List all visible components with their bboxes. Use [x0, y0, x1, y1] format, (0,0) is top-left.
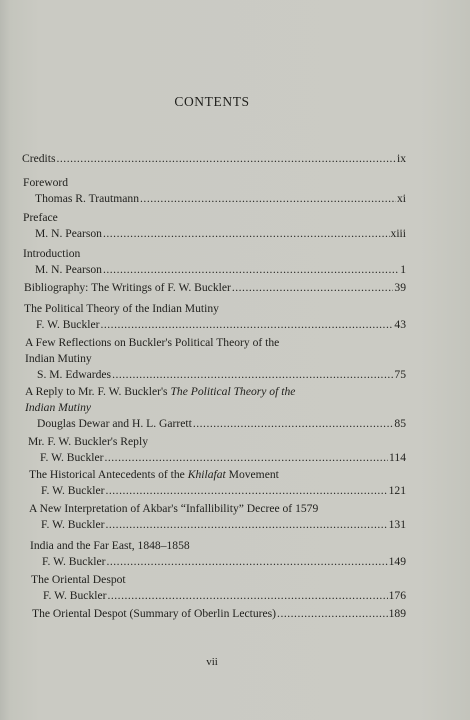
entry-title: Credits: [22, 152, 56, 165]
entry-title-line2: Indian Mutiny: [25, 401, 92, 414]
leader-dots: [140, 191, 396, 207]
entry-title: The Oriental Despot (Summary of Oberlin Lectures): [32, 607, 277, 620]
leader-dots: [100, 317, 393, 333]
toc-entry-bucklers-reply: [28, 434, 406, 466]
entry-title-italic: The Political Theory of the: [170, 385, 296, 398]
page-number: vii: [206, 656, 218, 668]
entry-page: 176: [388, 589, 406, 602]
leader-dots: [105, 483, 387, 499]
toc-entry-foreword: [23, 175, 406, 207]
leader-dots: [104, 450, 388, 466]
entry-page: xiii: [390, 227, 406, 240]
entry-title: The Oriental Despot: [31, 573, 126, 586]
entry-page: 114: [389, 451, 406, 464]
leader-dots: [232, 280, 394, 296]
entry-page: 75: [394, 368, 406, 381]
toc-entry-preface: [23, 210, 406, 242]
page-heading: CONTENTS: [174, 94, 250, 109]
entry-author: F. W. Buckler: [41, 484, 105, 497]
entry-author: Thomas R. Trautmann: [35, 192, 140, 205]
entry-title-line1: A Few Reflections on Buckler's Political Theory of the: [25, 336, 280, 349]
entry-title: A New Interpretation of Akbar's “Infallibility” Decree of 1579: [29, 502, 319, 515]
entry-page: 39: [394, 281, 406, 294]
leader-dots: [103, 226, 390, 242]
entry-author: S. M. Edwardes: [37, 368, 112, 381]
entry-title-line2: Indian Mutiny: [25, 352, 92, 365]
toc-entry-bibliography: [24, 280, 406, 296]
entry-title: [25, 384, 406, 400]
entry-page: 149: [388, 555, 406, 568]
toc-entry-oriental-despot-summary: [32, 606, 406, 622]
leader-dots: [57, 151, 396, 167]
entry-author: F. W. Buckler: [40, 451, 104, 464]
leader-dots: [103, 262, 399, 278]
entry-title-suffix: Movement: [225, 468, 279, 481]
toc-entry-historical-antecedents: [29, 467, 406, 499]
entry-page: 1: [400, 263, 406, 276]
entry-author: F. W. Buckler: [41, 518, 105, 531]
toc-entry-oriental-despot: [31, 572, 406, 604]
entry-author: M. N. Pearson: [35, 227, 102, 240]
entry-title: The Political Theory of the Indian Mutiny: [24, 302, 219, 315]
entry-page: 131: [388, 518, 406, 531]
entry-author: F. W. Buckler: [36, 318, 100, 331]
toc-entry-new-interpretation: [29, 501, 406, 533]
leader-dots: [277, 606, 388, 622]
leader-dots: [107, 588, 387, 604]
entry-title: Preface: [23, 211, 58, 224]
entry-page: 85: [394, 417, 406, 430]
entry-page: 121: [388, 484, 406, 497]
entry-author: F. W. Buckler: [43, 589, 107, 602]
entry-title: [29, 467, 406, 483]
entry-author: Douglas Dewar and H. L. Garrett: [37, 417, 192, 430]
entry-page: 43: [394, 318, 406, 331]
entry-author: M. N. Pearson: [35, 263, 102, 276]
toc-entry-political-theory: [24, 301, 406, 333]
entry-page: 189: [388, 607, 406, 620]
leader-dots: [105, 517, 387, 533]
entry-title-italic: Khilafat: [187, 468, 226, 481]
toc-entry-a-reply: [25, 384, 406, 432]
entry-title-prefix: A Reply to Mr. F. W. Buckler's: [25, 385, 171, 398]
entry-author: F. W. Buckler: [42, 555, 106, 568]
entry-title: Introduction: [23, 247, 81, 260]
entry-title: Mr. F. W. Buckler's Reply: [28, 435, 149, 448]
toc-entry-few-reflections: [25, 335, 406, 383]
leader-dots: [193, 416, 394, 432]
toc-entry-introduction: [23, 246, 406, 278]
entry-title-prefix: The Historical Antecedents of the: [29, 468, 188, 481]
toc-entry-india-far-east: [30, 538, 406, 570]
entry-page: xi: [396, 192, 406, 205]
entry-title: India and the Far East, 1848–1858: [30, 539, 190, 552]
entry-page: ix: [396, 152, 406, 165]
leader-dots: [106, 554, 387, 570]
entry-title: Foreword: [23, 176, 69, 189]
entry-title: Bibliography: The Writings of F. W. Buckler: [24, 281, 231, 294]
toc-entry-credits: [22, 151, 406, 167]
leader-dots: [112, 367, 393, 383]
